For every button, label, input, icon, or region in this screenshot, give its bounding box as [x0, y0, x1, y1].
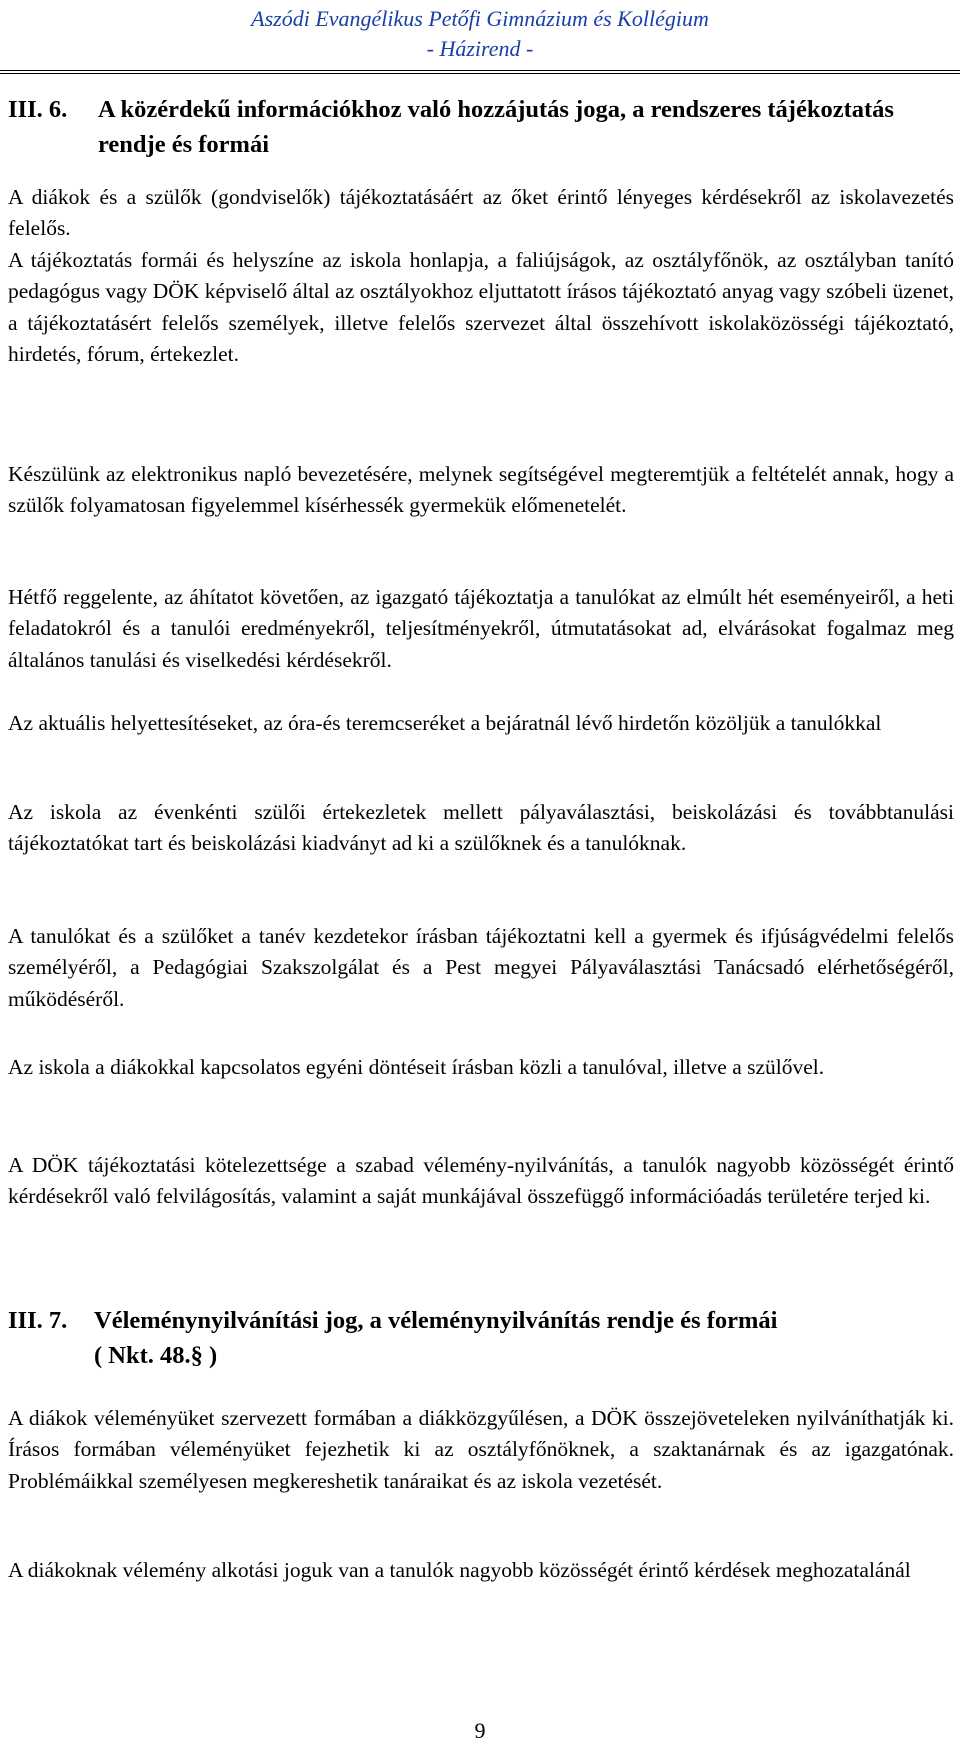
section-6-paragraph-1: A diákok és a szülők (gondviselők) tájékoztatásáért az őket érintő lényeges kérdésekről az iskolavezetés felelős.	[8, 185, 954, 241]
section-6-paragraph-8: Az iskola a diákokkal kapcsolatos egyéni döntéseit írásban közli a tanulóval, illetve a szülővel.	[8, 1055, 825, 1079]
section-7-paragraph-2: A diákoknak vélemény alkotási joguk van a tanulók nagyobb közösségét érintő kérdések meghozatalánál	[8, 1558, 911, 1582]
section-7-law-reference: ( Nkt. 48.§ )	[94, 1342, 218, 1369]
header-document-title: - Házirend -	[426, 36, 534, 61]
page-header	[0, 4, 960, 64]
section-7-heading	[8, 1303, 952, 1373]
page-number: 9	[474, 1718, 486, 1743]
header-rule-bottom	[0, 73, 960, 74]
section-7-title: Véleménynyilvánítási jog, a véleménynyilvánítás rendje és formái	[94, 1307, 778, 1334]
section-6-paragraph-5: Az aktuális helyettesítéseket, az óra-és teremcseréket a bejáratnál lévő hirdetőn közöljük a tanulókkal	[8, 711, 882, 735]
section-6-number: III. 6.	[8, 96, 68, 123]
section-7-number: III. 7.	[8, 1307, 68, 1334]
section-6-paragraph-7: A tanulókat és a szülőket a tanév kezdetekor írásban tájékoztatni kell a gyermek és ifjúságvédelmi felelős személyéről, a Pedagógiai Szakszolgálat és a Pest megyei Pályaválasztási Tanácsadó elérhetőségéről, működéséről.	[8, 924, 954, 1011]
section-6-title: A közérdekű információkhoz való hozzájutás joga, a rendszeres tájékoztatás rendje és formái	[98, 96, 894, 158]
section-6-paragraph-2: A tájékoztatás formái és helyszíne az iskola honlapja, a faliújságok, az osztályfőnök, az osztályban tanító pedagógus vagy DÖK képviselő által az osztályokhoz eljuttatott írásos tájékoztató anyag vagy szóbeli üzenet, a tájékoztatásért felelős személyek, illetve felelős szervezet által összehívott iskolaközösségi tájékoztató, hirdetés, fórum, értekezlet.	[8, 248, 954, 367]
section-6-paragraph-9: A DÖK tájékoztatási kötelezettsége a szabad vélemény-nyilvánítás, a tanulók nagyobb közösségét érintő kérdésekről való felvilágosítás, valamint a saját munkájával összefüggő információadás területére terjed ki.	[8, 1153, 954, 1209]
header-school-name: Aszódi Evangélikus Petőfi Gimnázium és Kollégium	[251, 6, 709, 31]
section-6-paragraph-3: Készülünk az elektronikus napló bevezetésére, melynek segítségével megteremtjük a feltételét annak, hogy a szülők folyamatosan figyelemmel kísérhessék gyermekük előmenetelét.	[8, 462, 954, 518]
section-6-paragraph-6: Az iskola az évenkénti szülői értekezletek mellett pályaválasztási, beiskolázási és továbbtanulási tájékoztatókat tart és beiskolázási kiadványt ad ki a szülőknek és a tanulóknak.	[8, 800, 954, 856]
section-6-heading	[8, 92, 952, 162]
section-6-paragraph-4: Hétfő reggelente, az áhítatot követően, az igazgató tájékoztatja a tanulókat az elmúlt hét eseményeiről, a heti feladatokról és a tanulói eredményekről, teljesítményekről, útmutatásokat ad, elvárásokat fogalmaz meg általános tanulási és viselkedési kérdésekről.	[8, 585, 954, 672]
section-7-paragraph-1: A diákok véleményüket szervezett formában a diákközgyűlésen, a DÖK összejöveteleken nyilváníthatják ki. Írásos formában véleményüket fejezhetik ki az osztályfőnöknek, a szaktanárnak és az igazgatónak. Problémáikkal személyesen megkereshetik tanáraikat és az iskola vezetését.	[8, 1406, 954, 1493]
header-rule-top	[0, 70, 960, 71]
